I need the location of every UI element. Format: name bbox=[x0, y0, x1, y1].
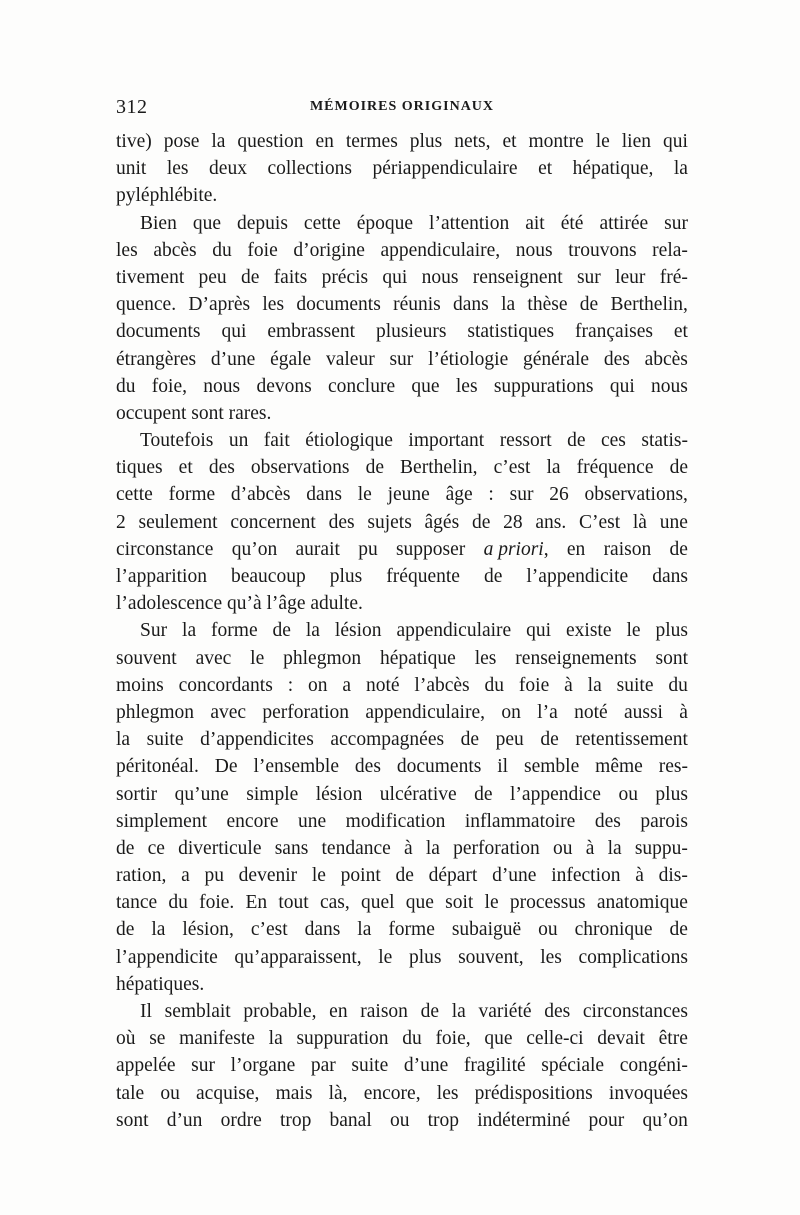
body-text bbox=[116, 128, 688, 1134]
text-line: tance du foie. En tout cas, quel que soit le processus anatomique bbox=[116, 892, 688, 914]
page-header bbox=[116, 96, 688, 122]
page-number: 312 bbox=[116, 96, 148, 118]
text-line: hépatiques. bbox=[116, 973, 205, 995]
text-line: 2 seulement concernent des sujets âgés de 28 ans. C’est là une bbox=[116, 511, 688, 533]
text-line: tive) pose la question en termes plus nets, et montre le lien qui bbox=[116, 131, 688, 152]
text-line: tale ou acquise, mais là, encore, les prédispositions invoquées bbox=[116, 1082, 688, 1104]
text-line: péritonéal. De l’ensemble des documents il semble même res- bbox=[116, 756, 688, 778]
text-line: documents qui embrassent plusieurs statistiques françaises et bbox=[116, 321, 688, 343]
text-line: quence. D’après les documents réunis dans la thèse de Berthelin, bbox=[116, 294, 688, 316]
text-line: Il semblait probable, en raison de la variété des circonstances bbox=[140, 1001, 688, 1022]
text-line: de ce diverticule sans tendance à la perforation ou à la suppu- bbox=[116, 837, 688, 859]
text-line: l’apparition beaucoup plus fréquente de l’appendicite dans bbox=[116, 566, 688, 587]
text-line: la suite d’appendicites accompagnées de peu de retentissement bbox=[116, 729, 688, 751]
text-line: circonstance qu’on aurait pu supposer a priori, en raison de bbox=[116, 538, 688, 560]
text-line: Bien que depuis cette époque l’attention ait été attirée sur bbox=[140, 212, 688, 234]
text-line: sont d’un ordre trop banal ou trop indéterminé pour qu’on bbox=[116, 1109, 688, 1131]
text-line: souvent avec le phlegmon hépatique les renseignements sont bbox=[116, 647, 688, 669]
text-line: du foie, nous devons conclure que les suppurations qui nous bbox=[116, 375, 688, 397]
text-line: cette forme d’abcès dans le jeune âge : sur 26 observations, bbox=[116, 484, 688, 506]
text-line: moins concordants : on a noté l’abcès du foie à la suite du bbox=[116, 674, 688, 696]
text-line: phlegmon avec perforation appendiculaire, on l’a noté aussi à bbox=[116, 701, 688, 723]
text-line: tivement peu de faits précis qui nous renseignent sur leur fré- bbox=[116, 266, 688, 288]
text-line: simplement encore une modification inflammatoire des parois bbox=[116, 810, 688, 832]
running-head: MÉMOIRES ORIGINAUX bbox=[309, 99, 495, 114]
text-line: occupent sont rares. bbox=[116, 402, 272, 424]
text-line: tiques et des observations de Berthelin, c’est la fréquence de bbox=[116, 457, 688, 479]
text-line: étrangères d’une égale valeur sur l’étiologie générale des abcès bbox=[116, 348, 688, 370]
text-line: l’appendicite qu’apparaissent, le plus souvent, les complications bbox=[116, 946, 688, 968]
text-line: unit les deux collections périappendiculaire et hépatique, la bbox=[116, 158, 688, 180]
text-line: l’adolescence qu’à l’âge adulte. bbox=[116, 593, 363, 615]
text-line: de la lésion, c’est dans la forme subaiguë ou chronique de bbox=[116, 919, 688, 941]
text-line: où se manifeste la suppuration du foie, que celle-ci devait être bbox=[116, 1028, 688, 1050]
text-line: appelée sur l’organe par suite d’une fragilité spéciale congéni- bbox=[116, 1055, 688, 1077]
text-line: Sur la forme de la lésion appendiculaire qui existe le plus bbox=[140, 620, 688, 642]
text-line: sortir qu’une simple lésion ulcérative de l’appendice ou plus bbox=[116, 783, 688, 805]
text-line: Toutefois un fait étiologique important ressort de ces statis- bbox=[140, 430, 688, 452]
text-line: pyléphlébite. bbox=[116, 185, 218, 207]
text-line: ration, a pu devenir le point de départ d’une infection à dis- bbox=[116, 865, 688, 887]
text-line: les abcès du foie d’origine appendiculaire, nous trouvons rela- bbox=[116, 239, 688, 261]
